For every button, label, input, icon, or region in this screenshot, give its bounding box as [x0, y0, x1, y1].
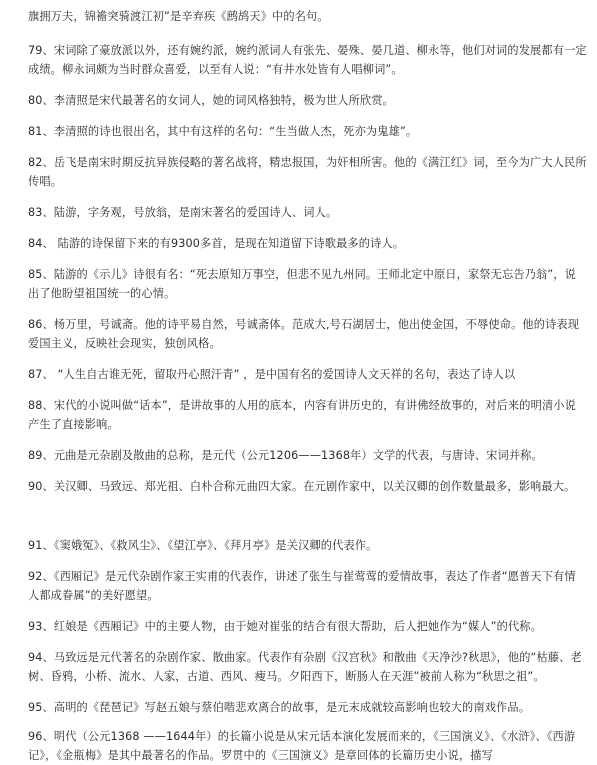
paragraph-87: 87、 “人生自古谁无死，留取丹心照汗青” ，是中国有名的爱国诗人文天祥的名句，表达了诗人以 — [28, 368, 516, 381]
paragraph-80: 80、李清照是宋代最著名的女词人，她的词风格独特，极为世人所欣赏。 — [28, 94, 394, 107]
paragraph-83: 83、陆游，字务观，号放翁，是南宋著名的爱国诗人、词人。 — [28, 206, 338, 219]
paragraph-96: 96、明代（公元1368 ——1644年）的长篇小说是从宋元话本演化发展而来的，《三国演义》、《水浒》、《西游记》，《金瓶梅》是其中最著名的作品。罗贯中的《三国演义》是章回体的长篇历史小说，描写 — [28, 730, 576, 762]
paragraph-81: 81、李清照的诗也很出名，其中有这样的名句：“生当做人杰，死亦为鬼雄”。 — [28, 125, 418, 138]
paragraph-85: 85、陆游的《示儿》诗很有名：“死去原知万事空，但悲不见九州同。王师北定中原日，家祭无忘告乃翁”，说出了他盼望祖国统一的心情。 — [28, 268, 576, 300]
paragraph-79: 79、宋词除了豪放派以外，还有婉约派，婉约派词人有张先、晏殊、晏几道、柳永等，他们对词的发展都有一定成绩。柳永词颇为当时群众喜爱，以至有人说：“有井水处皆有人唱柳词”。 — [28, 44, 587, 76]
paragraph-93: 93、红娘是《西厢记》中的主要人物，由于她对崔张的结合有很大帮助，后人把她作为“媒人”的代称。 — [28, 620, 542, 633]
paragraph-88: 88、宋代的小说叫做“话本”，是讲故事的人用的底本，内容有讲历史的，有讲佛经故事的，对后来的明清小说产生了直接影响。 — [28, 399, 576, 431]
paragraph-89: 89、元曲是元杂剧及散曲的总称，是元代（公元1206——1368年）文学的代表，与唐诗、宋词并称。 — [28, 449, 543, 462]
paragraph-91: 91、《窦娥冤》、《救风尘》、《望江亭》、《拜月亭》是关汉卿的代表作。 — [28, 539, 378, 552]
paragraph-95: 95、高明的《琵琶记》写赵五娘与蔡伯喈悲欢离合的故事，是元末成就较高影响也较大的南戏作品。 — [28, 701, 531, 714]
paragraph-86: 86、杨万里，号诚斋。他的诗平易自然，号诚斋体。范成大,号石湖居士，他出使金国，不辱使命。他的诗表现爱国主义，反映社会现实，独创风格。 — [28, 318, 580, 350]
paragraph-92: 92、《西厢记》是元代杂剧作家王实甫的代表作，讲述了张生与崔莺莺的爱情故事，表达了作者“愿普天下有情人都成眷属”的美好愿望。 — [28, 570, 576, 602]
paragraph-82: 82、岳飞是南宋时期反抗异族侵略的著名战将，精忠报国，为奸相所害。他的《满江红》词，至今为广大人民所传唱。 — [28, 156, 587, 188]
paragraph-94: 94、马致远是元代著名的杂剧作家、散曲家。代表作有杂剧《汉宫秋》和散曲《天净沙?秋思》，他的“枯藤、老树、昏鸦，小桥、流水、人家，古道、西风、瘦马。夕阳西下，断肠人在天涯”被前人称为“秋思之祖”。 — [28, 651, 582, 683]
paragraph-intro: 旗拥万夫，锦襜突骑渡江初”是辛弃疾《鹧鸪天》中的名句。 — [28, 10, 329, 23]
paragraph-84: 84、 陆游的诗保留下来的有9300多首，是现在知道留下诗歌最多的诗人。 — [28, 237, 405, 250]
paragraph-90: 90、关汉卿、马致远、郑光祖、白朴合称元曲四大家。在元剧作家中，以关汉卿的创作数量最多，影响最大。 — [28, 480, 576, 493]
